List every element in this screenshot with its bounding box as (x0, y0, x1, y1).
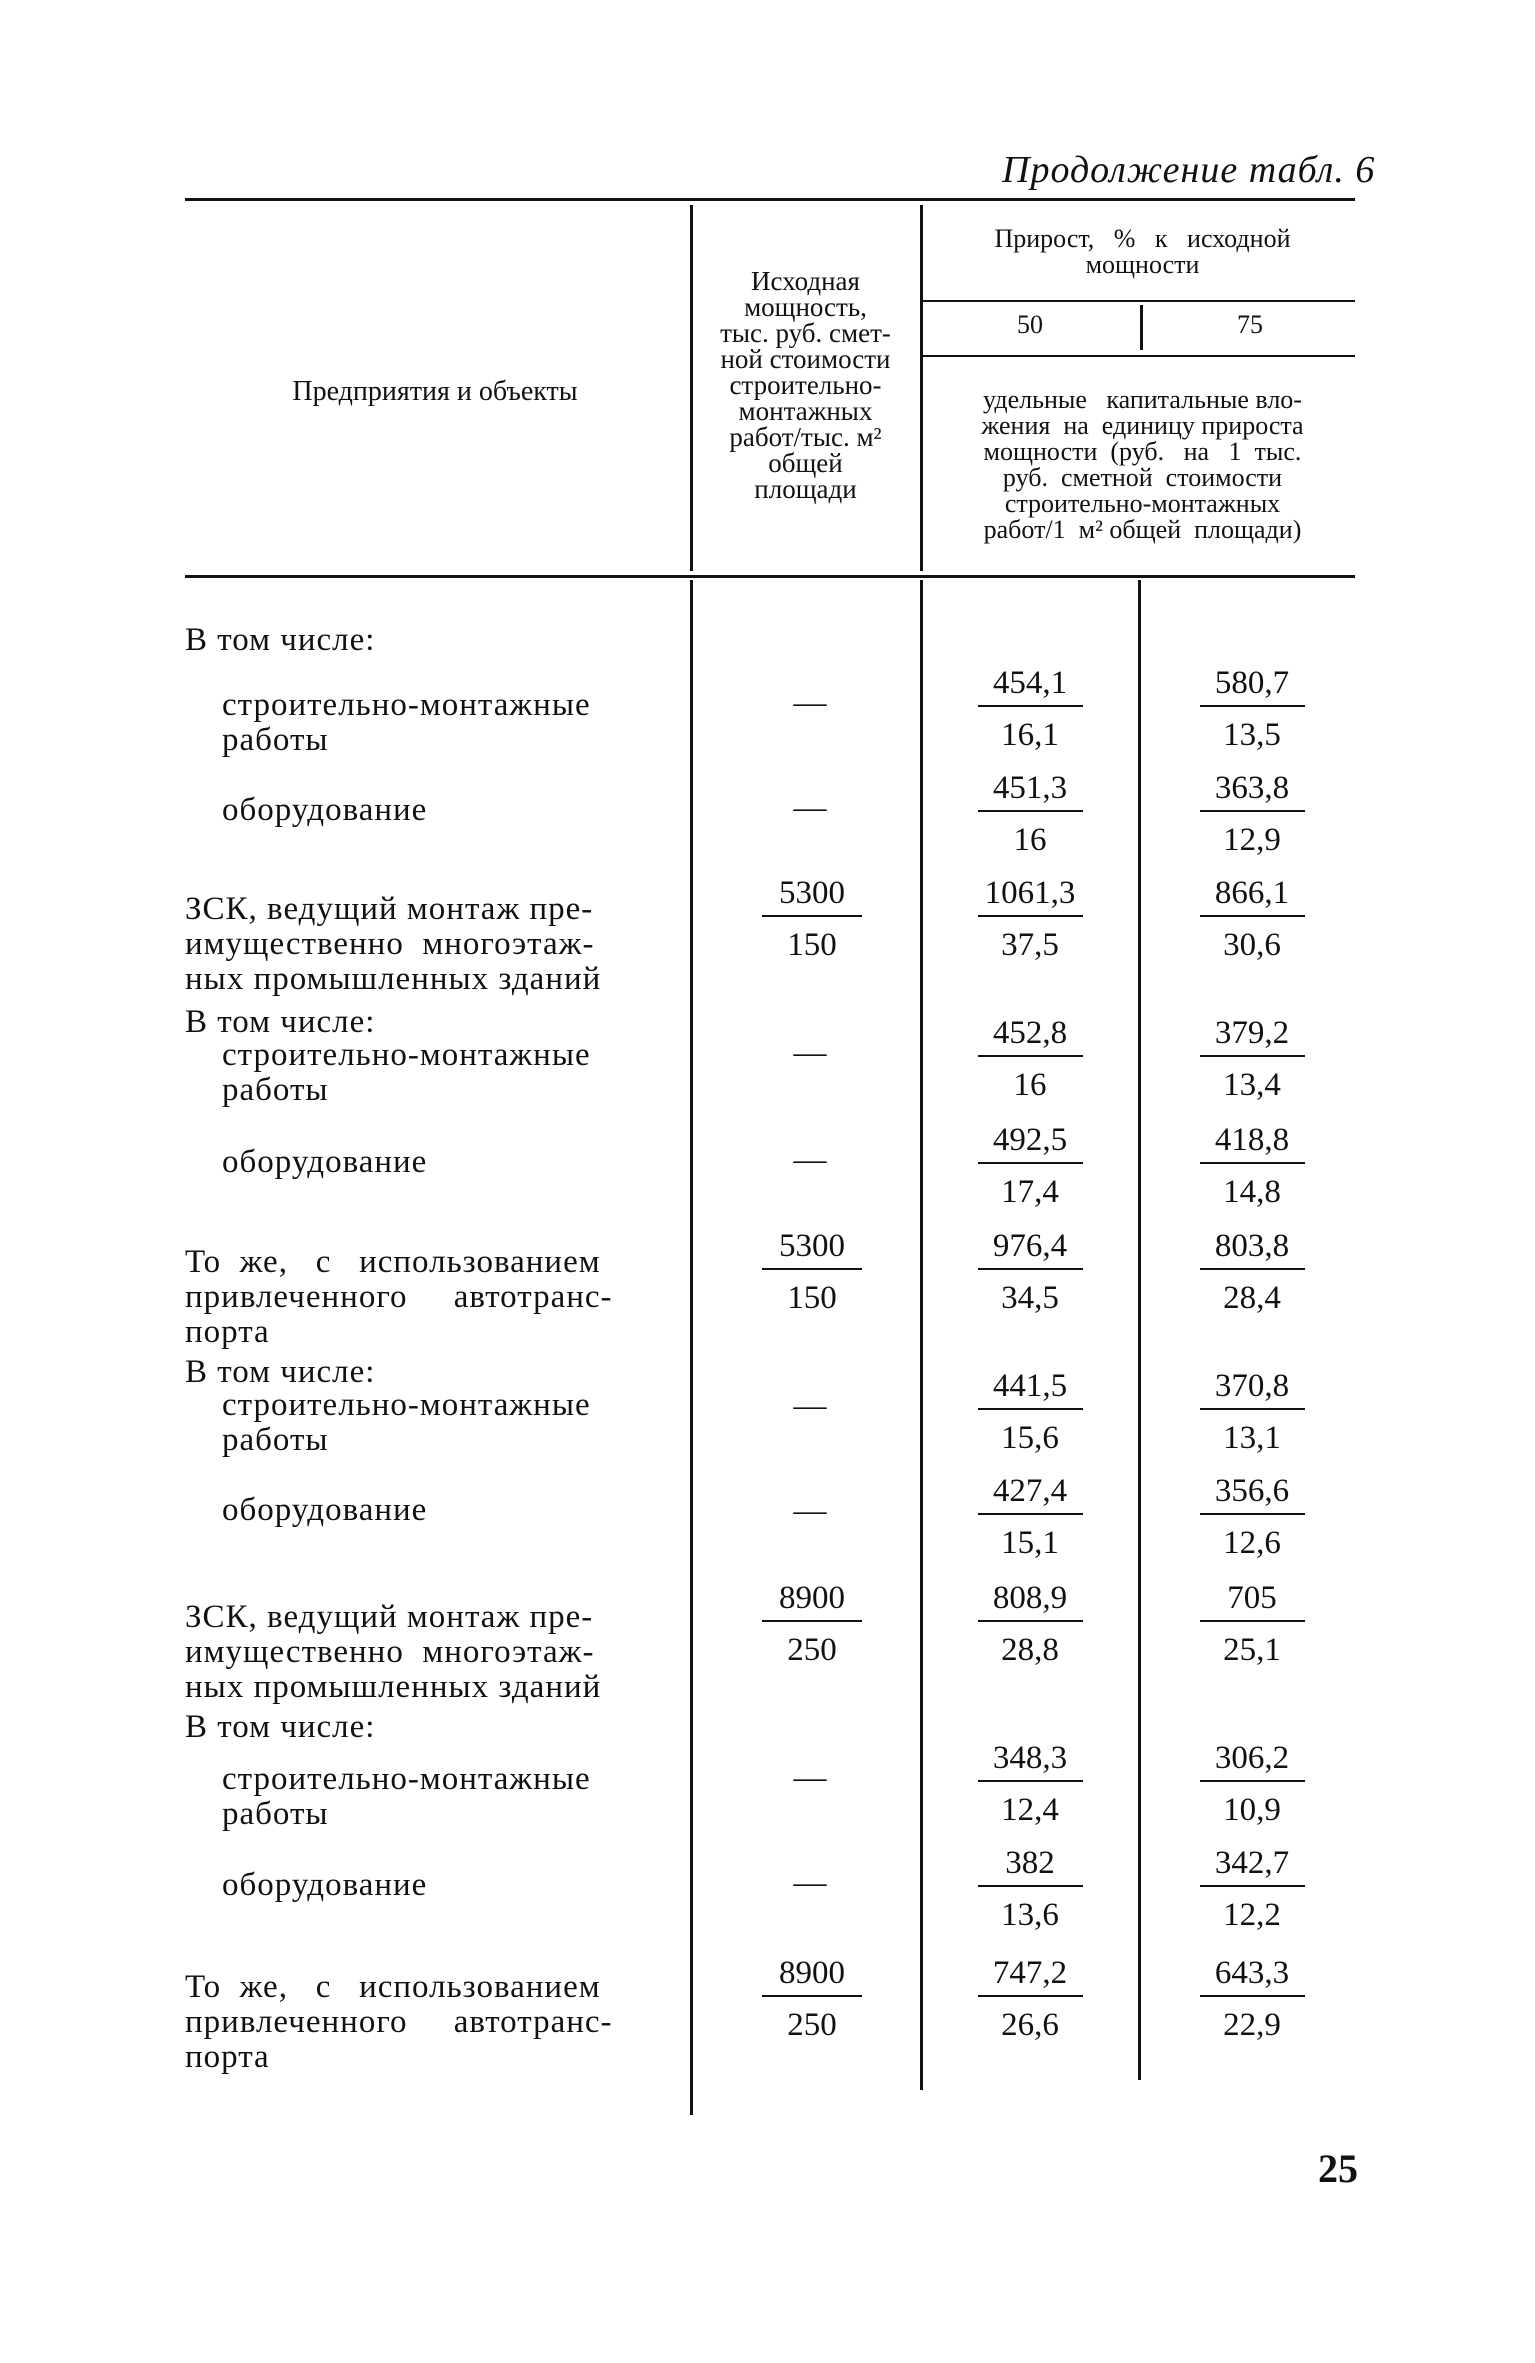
row-label (185, 1355, 665, 1390)
value-50-denominator: 12,4 (1001, 1792, 1059, 1828)
base-capacity-fraction-bar (762, 1995, 862, 1997)
header-base-capacity-line: общей (768, 448, 843, 478)
value-75-denominator: 13,4 (1223, 1067, 1281, 1103)
value-75-denominator: 12,9 (1223, 822, 1281, 858)
value-75-numerator: 705 (1227, 1580, 1277, 1616)
value-50-fraction-bar (978, 1055, 1083, 1057)
value-75-fraction-bar (1200, 915, 1305, 917)
value-50-fraction-bar (978, 1268, 1083, 1270)
base-capacity-denominator: 250 (787, 2007, 837, 2043)
row-label-line: В том числе: (185, 622, 376, 658)
value-50-denominator: 28,8 (1001, 1632, 1059, 1668)
row-label (185, 1710, 665, 1745)
value-75-denominator: 10,9 (1223, 1792, 1281, 1828)
value-50-numerator: 451,3 (992, 770, 1068, 806)
value-50-fraction-bar (978, 1162, 1083, 1164)
row-label (222, 1388, 702, 1458)
base-capacity-dash: — (793, 790, 827, 826)
value-75-denominator: 13,1 (1223, 1420, 1281, 1456)
value-75-numerator: 370,8 (1214, 1368, 1290, 1404)
row-label-line: порта (185, 2039, 270, 2075)
base-capacity-numerator: 5300 (779, 875, 845, 911)
row-label-line: оборудование (222, 792, 428, 828)
row-label-line: порта (185, 1314, 270, 1350)
base-capacity-fraction-bar (762, 915, 862, 917)
value-75-fraction-bar (1200, 1408, 1305, 1410)
value-75-denominator: 13,5 (1223, 717, 1281, 753)
base-capacity-fraction-bar (762, 1620, 862, 1622)
row-label (222, 1145, 702, 1180)
header-col-75: 75 (1237, 310, 1263, 339)
base-capacity-dash: — (793, 1493, 827, 1529)
header-growth (930, 226, 1355, 278)
row-label-line: привлеченного автотранс- (185, 1279, 613, 1315)
row-label-line: оборудование (222, 1492, 428, 1528)
header-base-capacity-line: тыс. руб. смет- (720, 318, 891, 348)
value-75-denominator: 30,6 (1223, 927, 1281, 963)
row-label-line: работы (222, 722, 329, 758)
row-label-line: В том числе: (185, 1004, 376, 1040)
value-75-fraction-bar (1200, 1162, 1305, 1164)
value-75-fraction-bar (1200, 1620, 1305, 1622)
value-50-numerator: 492,5 (992, 1122, 1068, 1158)
value-50-denominator: 16 (1013, 822, 1047, 858)
value-75-denominator: 12,6 (1223, 1525, 1281, 1561)
value-75-fraction-bar (1200, 1995, 1305, 1997)
row-label-line: В том числе: (185, 1354, 376, 1390)
growth-subheader-rule (922, 300, 1355, 302)
header-specific-line: жения на единицу прироста (981, 411, 1304, 440)
value-75-numerator: 379,2 (1214, 1015, 1290, 1051)
header-base-capacity-line: работ/тыс. м² (729, 422, 882, 452)
value-50-denominator: 15,1 (1001, 1525, 1059, 1561)
header-base-capacity-line: строительно- (729, 370, 882, 400)
row-label-line: имущественно многоэтаж- (185, 926, 595, 962)
base-capacity-denominator: 150 (787, 1280, 837, 1316)
row-label-line: работы (222, 1422, 329, 1458)
row-label (222, 793, 702, 828)
value-75-numerator: 803,8 (1214, 1228, 1290, 1264)
body-divider-2 (920, 580, 923, 2090)
header-base-capacity-line: Исходная (751, 266, 860, 296)
row-label-line: оборудование (222, 1144, 428, 1180)
row-label (185, 1600, 665, 1705)
base-capacity-dash: — (793, 1865, 827, 1901)
value-75-fraction-bar (1200, 1885, 1305, 1887)
specific-subheader-rule (922, 355, 1355, 357)
value-75-numerator: 306,2 (1214, 1740, 1290, 1776)
value-75-numerator: 342,7 (1214, 1845, 1290, 1881)
value-75-fraction-bar (1200, 705, 1305, 707)
value-50-fraction-bar (978, 1780, 1083, 1782)
row-label-line: ЗСК, ведущий монтаж пре- (185, 1599, 594, 1635)
value-50-fraction-bar (978, 915, 1083, 917)
page-number: 25 (1318, 2146, 1358, 2191)
body-divider-3 (1138, 580, 1141, 2080)
value-50-fraction-bar (978, 1620, 1083, 1622)
header-base-capacity (693, 268, 918, 502)
header-base-capacity-line: монтажных (738, 396, 873, 426)
base-capacity-numerator: 8900 (779, 1580, 845, 1616)
row-label-line: оборудование (222, 1867, 428, 1903)
row-label (222, 1038, 702, 1108)
value-50-denominator: 26,6 (1001, 2007, 1059, 2043)
value-50-denominator: 34,5 (1001, 1280, 1059, 1316)
value-50-numerator: 452,8 (992, 1015, 1068, 1051)
row-label (222, 1493, 702, 1528)
value-75-numerator: 643,3 (1214, 1955, 1290, 1991)
header-col-50: 50 (1017, 310, 1043, 339)
table-caption: Продолжение табл. 6 (1002, 149, 1376, 191)
value-75-denominator: 12,2 (1223, 1897, 1281, 1933)
header-specific-line: руб. сметной стоимости (1002, 463, 1283, 492)
value-75-numerator: 418,8 (1214, 1122, 1290, 1158)
col-divider-3 (1140, 305, 1143, 350)
header-specific (930, 387, 1355, 543)
base-capacity-dash: — (793, 1760, 827, 1796)
value-50-numerator: 348,3 (992, 1740, 1068, 1776)
value-50-fraction-bar (978, 1995, 1083, 1997)
row-label (222, 1762, 702, 1832)
value-75-numerator: 580,7 (1214, 665, 1290, 701)
header-growth-line: Прирост, % к исходной (994, 224, 1291, 253)
value-50-fraction-bar (978, 1513, 1083, 1515)
row-label (185, 892, 665, 997)
value-50-fraction-bar (978, 1408, 1083, 1410)
value-50-denominator: 16 (1013, 1067, 1047, 1103)
value-75-fraction-bar (1200, 1513, 1305, 1515)
row-label-line: привлеченного автотранс- (185, 2004, 613, 2040)
value-50-denominator: 17,4 (1001, 1174, 1059, 1210)
row-label-line: имущественно многоэтаж- (185, 1634, 595, 1670)
value-50-fraction-bar (978, 705, 1083, 707)
base-capacity-numerator: 8900 (779, 1955, 845, 1991)
row-label-line: строительно-монтажные (222, 687, 591, 723)
row-label-line: работы (222, 1796, 329, 1832)
value-50-denominator: 13,6 (1001, 1897, 1059, 1933)
header-growth-line: мощности (1085, 250, 1200, 279)
table-top-rule (185, 198, 1355, 201)
header-base-capacity-line: площади (754, 474, 857, 504)
header-specific-line: мощности (руб. на 1 тыс. (983, 437, 1302, 466)
value-75-denominator: 28,4 (1223, 1280, 1281, 1316)
value-50-numerator: 382 (1005, 1845, 1055, 1881)
base-capacity-dash: — (793, 1388, 827, 1424)
row-label-line: В том числе: (185, 1709, 376, 1745)
header-specific-line: работ/1 м² общей площади) (983, 515, 1302, 544)
row-label-line: строительно-монтажные (222, 1037, 591, 1073)
row-label-line: строительно-монтажные (222, 1387, 591, 1423)
value-50-numerator: 454,1 (992, 665, 1068, 701)
base-capacity-fraction-bar (762, 1268, 862, 1270)
row-label-line: ных промышленных зданий (185, 1669, 602, 1705)
value-50-denominator: 15,6 (1001, 1420, 1059, 1456)
row-label-line: То же, с использованием (185, 1969, 601, 2005)
value-75-fraction-bar (1200, 1268, 1305, 1270)
value-75-numerator: 363,8 (1214, 770, 1290, 806)
value-75-numerator: 356,6 (1214, 1473, 1290, 1509)
value-50-denominator: 37,5 (1001, 927, 1059, 963)
row-label (185, 1970, 665, 2075)
base-capacity-denominator: 150 (787, 927, 837, 963)
header-specific-line: удельные капитальные вло- (983, 385, 1302, 414)
base-capacity-denominator: 250 (787, 1632, 837, 1668)
value-75-denominator: 14,8 (1223, 1174, 1281, 1210)
base-capacity-dash: — (793, 1142, 827, 1178)
row-label-line: строительно-монтажные (222, 1761, 591, 1797)
value-50-numerator: 976,4 (992, 1228, 1068, 1264)
value-75-denominator: 25,1 (1223, 1632, 1281, 1668)
row-label (185, 623, 665, 658)
row-label (222, 1868, 702, 1903)
value-75-numerator: 866,1 (1214, 875, 1290, 911)
value-75-fraction-bar (1200, 1055, 1305, 1057)
base-capacity-dash: — (793, 1035, 827, 1071)
base-capacity-dash: — (793, 685, 827, 721)
value-50-numerator: 1061,3 (984, 875, 1076, 911)
value-50-numerator: 747,2 (992, 1955, 1068, 1991)
value-50-numerator: 808,9 (992, 1580, 1068, 1616)
header-specific-line: строительно-монтажных (1004, 489, 1281, 518)
value-75-fraction-bar (1200, 810, 1305, 812)
value-75-fraction-bar (1200, 1780, 1305, 1782)
row-label (222, 688, 702, 758)
row-label-line: То же, с использованием (185, 1244, 601, 1280)
header-enterprise: Предприятия и объекты (292, 376, 578, 407)
row-label (185, 1005, 665, 1040)
header-base-capacity-line: ной стоимости (720, 344, 891, 374)
value-50-fraction-bar (978, 810, 1083, 812)
col-divider-2 (920, 205, 923, 571)
value-50-numerator: 427,4 (992, 1473, 1068, 1509)
value-50-numerator: 441,5 (992, 1368, 1068, 1404)
header-base-capacity-line: мощность, (744, 292, 867, 322)
value-50-denominator: 16,1 (1001, 717, 1059, 753)
value-50-fraction-bar (978, 1885, 1083, 1887)
header-bottom-rule (185, 575, 1355, 578)
row-label-line: ЗСК, ведущий монтаж пре- (185, 891, 594, 927)
base-capacity-numerator: 5300 (779, 1228, 845, 1264)
row-label-line: ных промышленных зданий (185, 961, 602, 997)
value-75-denominator: 22,9 (1223, 2007, 1281, 2043)
row-label-line: работы (222, 1072, 329, 1108)
row-label (185, 1245, 665, 1350)
